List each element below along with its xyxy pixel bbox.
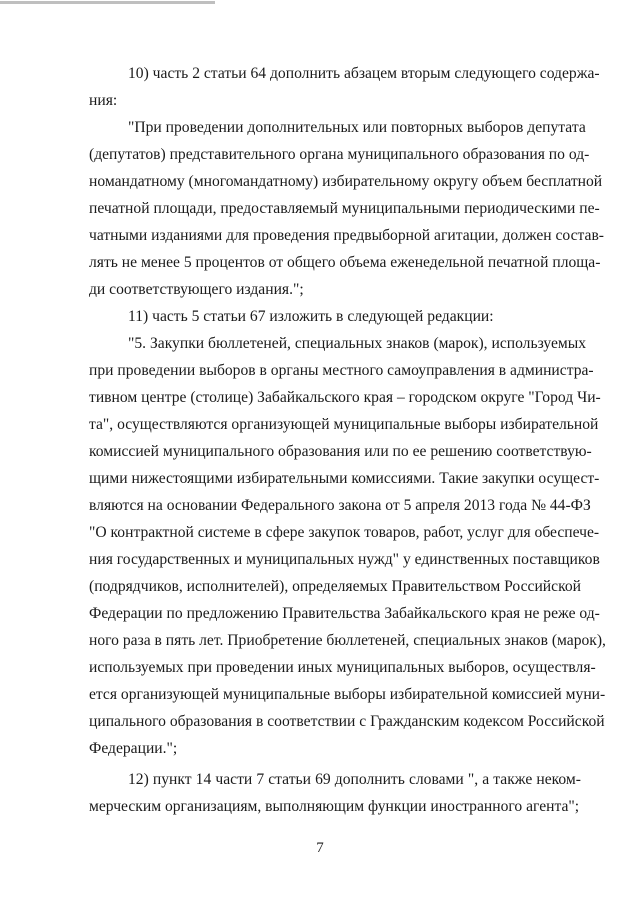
quote-11-line-3: тивном центре (столице) Забайкальского края – городском округе "Город Чи- xyxy=(89,389,601,406)
item-11-line-1: 11) часть 5 статьи 67 изложить в следующей редакции: xyxy=(128,308,494,325)
page-number: 7 xyxy=(316,840,324,856)
quote-10-line-4: печатной площади, предоставляемый муниципальными периодическими пе- xyxy=(89,200,600,217)
quote-11-line-2: при проведении выборов в органы местного самоуправления в администра- xyxy=(89,362,594,379)
quote-11-line-8: "О контрактной системе в сфере закупок товаров, работ, услуг для обеспече- xyxy=(89,524,600,541)
quote-10-line-1: "При проведении дополнительных или повторных выборов депутата xyxy=(128,119,586,136)
quote-11-line-12: ного раза в пять лет. Приобретение бюллетеней, специальных знаков (марок), xyxy=(89,632,606,649)
quote-11-line-7: вляются на основании Федерального закона от 5 апреля 2013 года № 44-ФЗ xyxy=(89,497,591,514)
quote-11-line-5: комиссией муниципального образования или по ее решению соответствую- xyxy=(89,443,592,460)
quote-11-line-4: та", осуществляются организующей муниципальные выборы избирательной xyxy=(89,416,599,433)
item-10-line-2: ния: xyxy=(89,92,118,109)
quote-11-line-6: щими нижестоящими избирательными комиссиями. Такие закупки осущест- xyxy=(89,470,600,487)
quote-11-line-11: Федерации по предложению Правительства Забайкальского края не реже од- xyxy=(89,605,600,622)
quote-11-line-13: используемых при проведении иных муниципальных выборов, осуществля- xyxy=(89,659,596,676)
quote-11-line-9: ния государственных и муниципальных нужд" у единственных поставщиков xyxy=(89,551,600,568)
quote-11-line-1: "5. Закупки бюллетеней, специальных знаков (марок), используемых xyxy=(128,335,587,352)
item-12-line-2: мерческим организациям, выполняющим функции иностранного агента"; xyxy=(89,798,580,815)
quote-11-line-15: ципального образования в соответствии с Гражданским кодексом Российской xyxy=(89,713,605,730)
quote-10-line-7: ди соответствующего издания."; xyxy=(89,281,304,298)
item-10-line-1: 10) часть 2 статьи 64 дополнить абзацем вторым следующего содержа- xyxy=(128,65,600,82)
scan-edge-mark xyxy=(0,1,215,4)
quote-10-line-3: номандатному (многомандатному) избирательному округу объем бесплатной xyxy=(89,173,603,190)
quote-10-line-6: лять не менее 5 процентов от общего объема еженедельной печатной площа- xyxy=(89,254,601,271)
quote-11-line-14: ется организующей муниципальные выборы избирательной комиссией муни- xyxy=(89,686,606,703)
quote-11-line-10: (подрядчиков, исполнителей), определяемых Правительством Российской xyxy=(89,578,581,595)
quote-10-line-5: чатными изданиями для проведения предвыборной агитации, должен состав- xyxy=(89,227,605,244)
quote-10-line-2: (депутатов) представительного органа муниципального образования по од- xyxy=(89,146,590,163)
item-12-line-1: 12) пункт 14 части 7 статьи 69 дополнить словами ", а также неком- xyxy=(128,771,581,788)
quote-11-line-16: Федерации."; xyxy=(89,740,178,757)
